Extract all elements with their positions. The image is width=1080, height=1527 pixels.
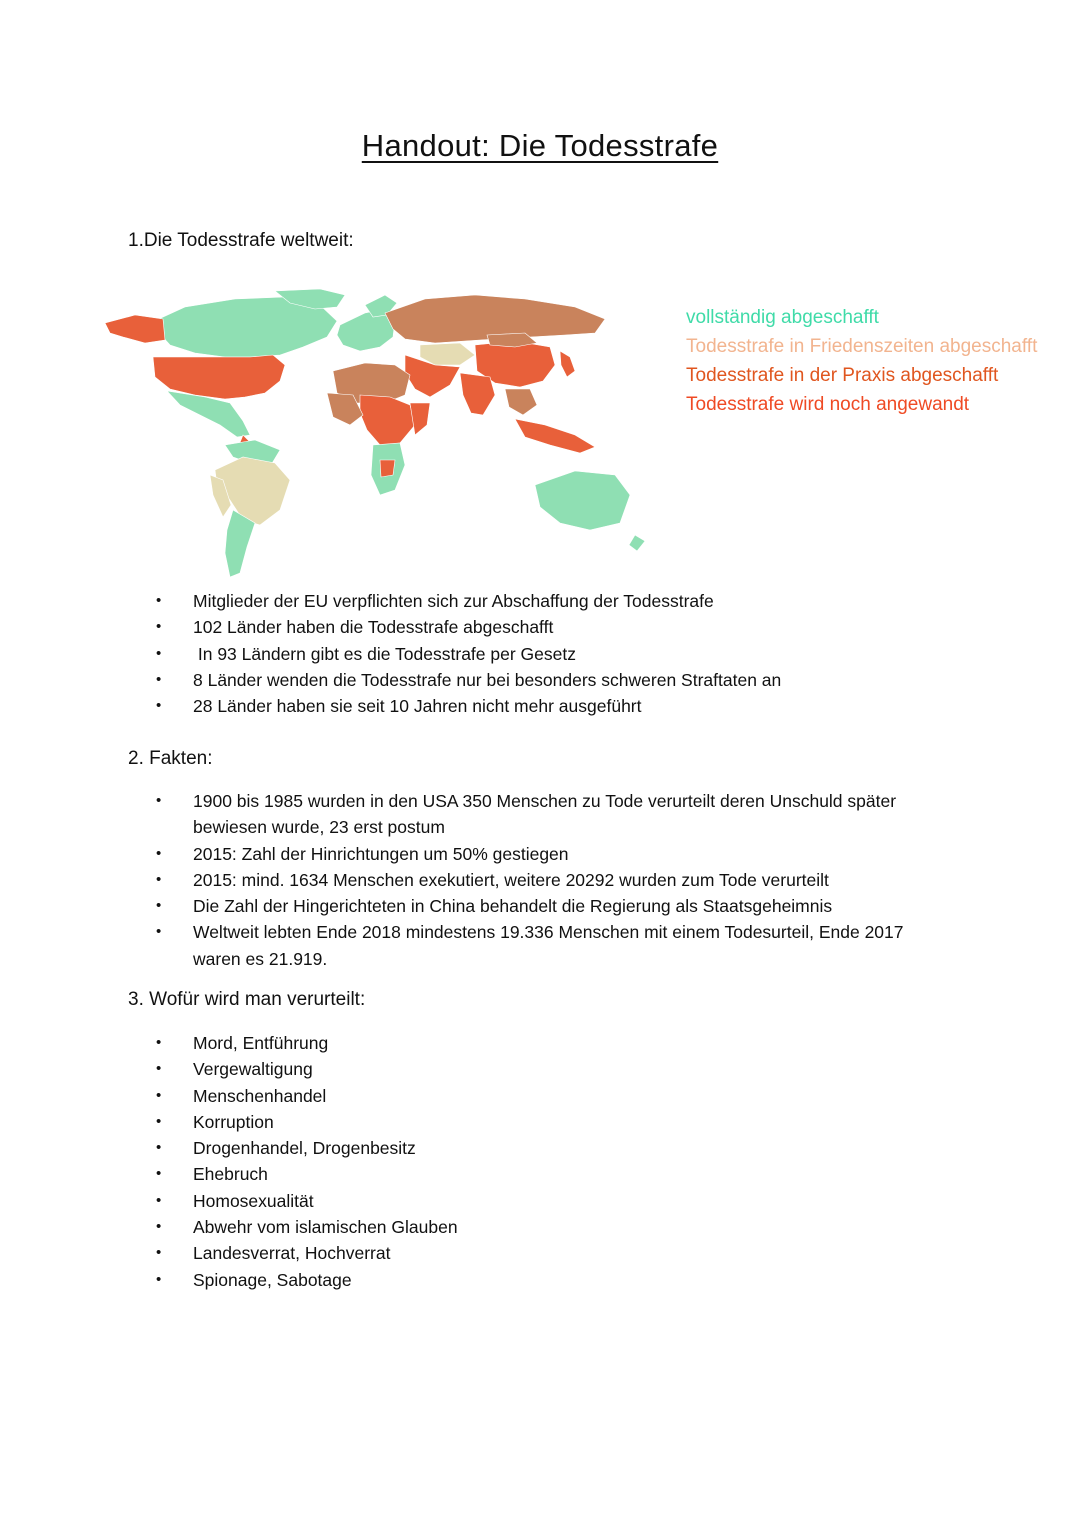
list-item: • Mord, Entführung <box>152 1030 458 1056</box>
list-item: • Die Zahl der Hingerichteten in China behandelt die Regierung als Staatsgeheimnis <box>152 893 952 919</box>
legend-item-applied: Todesstrafe wird noch angewandt <box>686 394 970 415</box>
list-item: • Vergewaltigung <box>152 1056 458 1082</box>
section-2-list <box>152 788 952 972</box>
map-southeast-asia <box>505 389 537 415</box>
list-item: • Landesverrat, Hochverrat <box>152 1240 458 1266</box>
list-item: • In 93 Ländern gibt es die Todesstrafe per Gesetz <box>152 641 781 667</box>
list-item: • 2015: mind. 1634 Menschen exekutiert, weitere 20292 wurden zum Tode verurteilt <box>152 867 952 893</box>
map-india <box>460 373 495 415</box>
list-item: • Weltweit lebten Ende 2018 mindestens 19.336 Menschen mit einem Todesurteil, Ende 2017 waren es 21.919. <box>152 919 952 972</box>
list-item: • Drogenhandel, Drogenbesitz <box>152 1135 458 1161</box>
section-3-list <box>152 1030 458 1293</box>
section-3-heading: 3. Wofür wird man verurteilt: <box>128 989 366 1010</box>
list-item: • 102 Länder haben die Todesstrafe abgeschafft <box>152 614 781 640</box>
section-1-list <box>152 588 781 719</box>
list-item: • 1900 bis 1985 wurden in den USA 350 Menschen zu Tode verurteilt deren Unschuld später bewiesen wurde, 23 erst postum <box>152 788 952 841</box>
list-item: • Abwehr vom islamischen Glauben <box>152 1214 458 1240</box>
list-item: • 8 Länder wenden die Todesstrafe nur bei besonders schweren Straftaten an <box>152 667 781 693</box>
section-2-heading: 2. Fakten: <box>128 748 213 769</box>
list-item: • 2015: Zahl der Hinrichtungen um 50% gestiegen <box>152 841 952 867</box>
list-item: • Menschenhandel <box>152 1083 458 1109</box>
map-alaska <box>105 315 165 343</box>
map-central-africa <box>360 395 415 445</box>
map-new-zealand <box>629 535 645 551</box>
section-1-heading: 1.Die Todesstrafe weltweit: <box>128 230 354 251</box>
list-item: • Homosexualität <box>152 1188 458 1214</box>
list-item: • Ehebruch <box>152 1161 458 1187</box>
map-australia <box>535 471 630 530</box>
map-indonesia <box>515 419 595 453</box>
map-south-america-south <box>225 510 255 577</box>
map-east-africa <box>410 403 430 435</box>
world-map <box>75 285 665 585</box>
map-korea-japan <box>560 351 575 377</box>
list-item: • Korruption <box>152 1109 458 1135</box>
map-legend <box>686 303 1037 419</box>
list-item: • Spionage, Sabotage <box>152 1267 458 1293</box>
map-botswana <box>380 460 395 477</box>
map-central-asia <box>420 343 475 365</box>
list-item: • 28 Länder haben sie seit 10 Jahren nicht mehr ausgeführt <box>152 693 781 719</box>
list-item: • Mitglieder der EU verpflichten sich zur Abschaffung der Todesstrafe <box>152 588 781 614</box>
legend-item-abolished: vollständig abgeschafft <box>686 307 879 328</box>
legend-item-peacetime: Todesstrafe in Friedenszeiten abgeschafft <box>686 336 1038 357</box>
page-title: Handout: Die Todesstrafe <box>361 128 719 163</box>
legend-item-practice: Todesstrafe in der Praxis abgeschafft <box>686 365 999 386</box>
